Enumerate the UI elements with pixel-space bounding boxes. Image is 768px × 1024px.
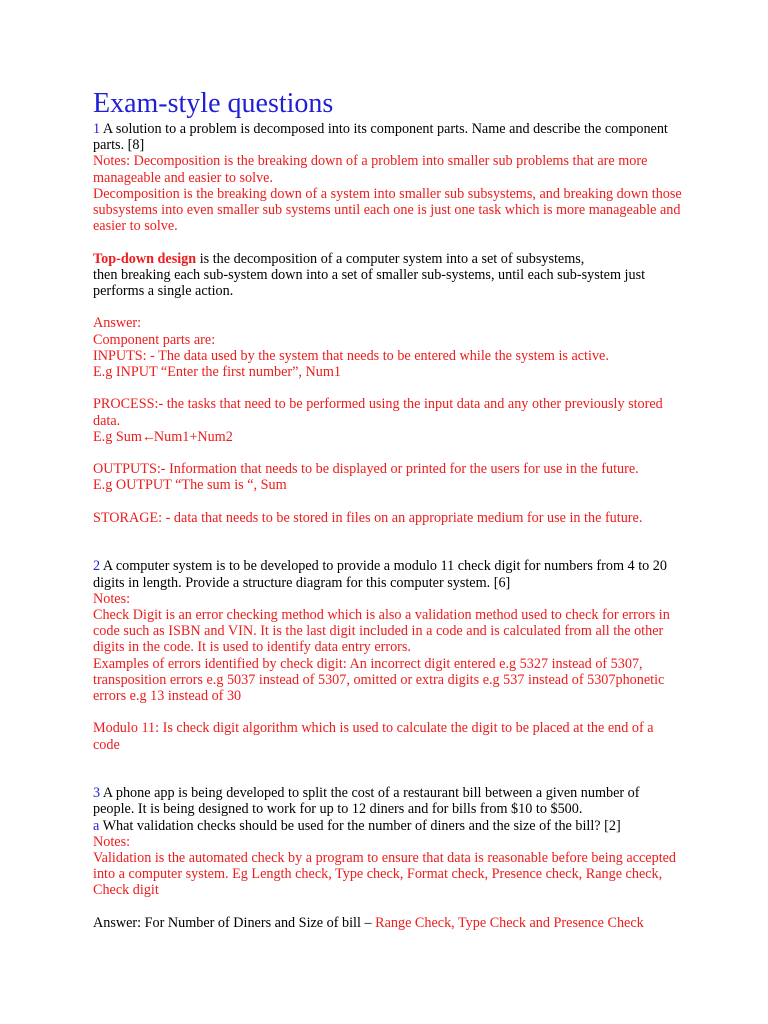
question-text: A phone app is being developed to split the cost of a restaurant bill between a given number of people. It is being designed to work for up to 12 diners and for bills from $10 to $500. xyxy=(93,785,640,818)
process-example xyxy=(93,429,683,445)
sub-question-text: What validation checks should be used for the number of diners and the size of the bill? [2] xyxy=(99,817,621,834)
outputs-text: OUTPUTS:- Information that needs to be displayed or printed for the users for use in the future. xyxy=(93,461,639,478)
validation-notes: Validation is the automated check by a program to ensure that data is reasonable before being accepted into a computer system. Eg Length check, Type check, Format check, Presence check, Range check, Check digit xyxy=(93,850,677,899)
page-title: Exam-style questions xyxy=(93,88,334,119)
sub-question-letter: a xyxy=(93,817,100,834)
outputs-example: E.g OUTPUT “The sum is “, Sum xyxy=(93,477,287,494)
inputs-example: E.g INPUT “Enter the first number”, Num1 xyxy=(93,364,341,381)
notes-decomposition-2: Decomposition is the breaking down of a system into smaller sub subsystems, and breaking down those subsystems into even smaller sub systems until each one is just one task which is more manageable and easier to solve. xyxy=(93,185,682,235)
question-3-answer xyxy=(93,915,683,931)
answer-label: Answer: xyxy=(93,315,142,332)
check-digit-notes: Check Digit is an error checking method which is also a validation method used to check for errors in code such as ISBN and VIN. It is the last digit included in a code and is calculated from all the other digits in the code. It is used to identify data entry errors. xyxy=(93,607,670,656)
question-3 xyxy=(93,785,683,817)
process-example-rhs: Num1+Num2 xyxy=(153,428,233,445)
topdown-term: Top-down design xyxy=(93,250,197,267)
question-number: 3 xyxy=(93,785,101,802)
question-number: 1 xyxy=(93,121,101,137)
process-example-lhs: E.g Sum xyxy=(93,428,142,445)
topdown-text: is the decomposition of a computer system into a set of subsystems, xyxy=(196,250,585,267)
modulo-11-notes: Modulo 11: Is check digit algorithm which is used to calculate the digit to be placed at the end of a code xyxy=(93,720,654,753)
answer-checks: Range Check, Type Check and Presence Check xyxy=(375,914,644,931)
inputs-text: INPUTS: - The data used by the system that needs to be entered while the system is active. xyxy=(93,347,609,364)
notes-label: Notes: xyxy=(93,833,131,850)
left-arrow-icon: ← xyxy=(141,428,157,445)
question-text: A solution to a problem is decomposed into its component parts. Name and describe the component parts. [8] xyxy=(93,121,668,154)
storage-text: STORAGE: - data that needs to be stored in files on an appropriate medium for use in the future. xyxy=(93,509,643,526)
component-parts-label: Component parts are: xyxy=(93,331,216,348)
question-number: 2 xyxy=(93,558,101,575)
topdown-text-2: then breaking each sub-system down into a set of smaller sub-systems, until each sub-system just performs a single action. xyxy=(93,266,646,300)
notes-label: Notes: xyxy=(93,590,131,607)
process-text: PROCESS:- the tasks that need to be performed using the input data and any other previously stored data. xyxy=(93,396,663,429)
question-1 xyxy=(93,121,683,153)
question-2 xyxy=(93,558,683,590)
answer-prefix: Answer: For Number of Diners and Size of bill – xyxy=(93,914,376,931)
question-3a xyxy=(93,818,683,834)
topdown-paragraph xyxy=(93,251,683,300)
notes-decomposition: Notes: Decomposition is the breaking down of a problem into smaller sub problems that are more manageable and easier to solve. xyxy=(93,153,648,186)
check-digit-examples: Examples of errors identified by check digit: An incorrect digit entered e.g 5327 instead of 5307, transposition errors e.g 5037 instead of 5307, omitted or extra digits e.g 537 instead of 5307phonetic errors e.g 13 instead of 30 xyxy=(93,655,665,705)
question-text: A computer system is to be developed to provide a modulo 11 check digit for numbers from 4 to 20 digits in length. Provide a structure diagram for this computer system. [6] xyxy=(93,558,667,591)
document-page xyxy=(93,88,683,931)
